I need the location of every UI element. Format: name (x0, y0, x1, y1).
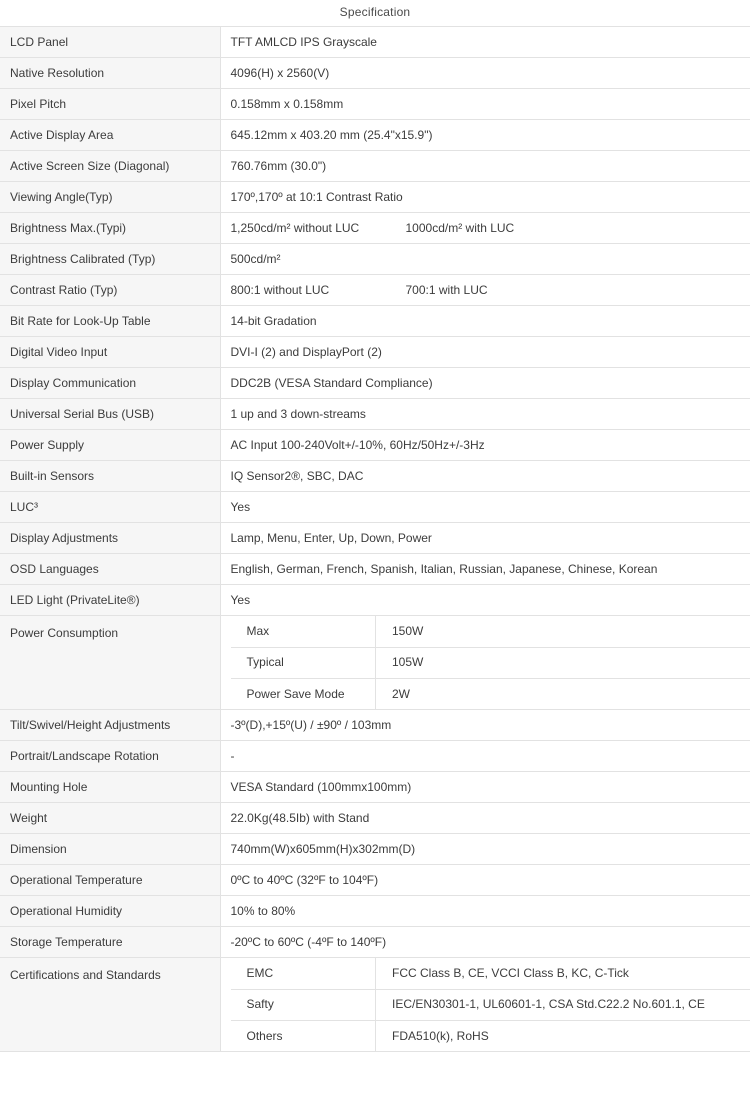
row-label: Pixel Pitch (0, 89, 220, 120)
row-label: Portrait/Landscape Rotation (0, 741, 220, 772)
sub-row (231, 958, 750, 989)
sub-row-value: 150W (376, 616, 750, 647)
sub-row-key: Typical (231, 647, 376, 678)
row-value: 500cd/m² (220, 244, 750, 275)
row-label: Bit Rate for Look-Up Table (0, 306, 220, 337)
sub-row-key: Max (231, 616, 376, 647)
row-value: -3º(D),+15º(U) / ±90º / 103mm (220, 710, 750, 741)
row-value: 740mm(W)x605mm(H)x302mm(D) (220, 834, 750, 865)
sub-row (231, 616, 750, 647)
table-row-power-consumption (0, 616, 750, 710)
row-label: Operational Humidity (0, 896, 220, 927)
table-row (0, 120, 750, 151)
table-row (0, 896, 750, 927)
row-value: Lamp, Menu, Enter, Up, Down, Power (220, 523, 750, 554)
row-label: Viewing Angle(Typ) (0, 182, 220, 213)
row-label: Mounting Hole (0, 772, 220, 803)
table-row (0, 772, 750, 803)
row-label: Power Consumption (0, 616, 220, 710)
table-row (0, 337, 750, 368)
row-value: English, German, French, Spanish, Italian, Russian, Japanese, Chinese, Korean (220, 554, 750, 585)
row-value: 0ºC to 40ºC (32ºF to 104ºF) (220, 865, 750, 896)
row-label: LED Light (PrivateLite®) (0, 585, 220, 616)
table-row (0, 399, 750, 430)
specification-table (0, 26, 750, 1052)
table-row (0, 306, 750, 337)
row-label: Active Screen Size (Diagonal) (0, 151, 220, 182)
row-label: LCD Panel (0, 27, 220, 58)
sub-row-key: EMC (231, 958, 376, 989)
row-value: 0.158mm x 0.158mm (220, 89, 750, 120)
row-label: Contrast Ratio (Typ) (0, 275, 220, 306)
table-row (0, 927, 750, 958)
row-label: LUC³ (0, 492, 220, 523)
table-row (0, 151, 750, 182)
table-row (0, 430, 750, 461)
row-label: Native Resolution (0, 58, 220, 89)
row-label: Display Adjustments (0, 523, 220, 554)
sub-row-key: Others (231, 1020, 376, 1051)
table-row (0, 803, 750, 834)
sub-row-value: FCC Class B, CE, VCCI Class B, KC, C-Tick (376, 958, 750, 989)
sub-row-value: 105W (376, 647, 750, 678)
row-value: IQ Sensor2®, SBC, DAC (220, 461, 750, 492)
row-value-secondary: 1000cd/m² with LUC (405, 220, 515, 235)
row-value: 760.76mm (30.0") (220, 151, 750, 182)
sub-row (231, 678, 750, 709)
row-value: VESA Standard (100mmx100mm) (220, 772, 750, 803)
row-label: Universal Serial Bus (USB) (0, 399, 220, 430)
sub-row-value: IEC/EN30301-1, UL60601-1, CSA Std.C22.2 No.601.1, CE (376, 989, 750, 1020)
row-value: 14-bit Gradation (220, 306, 750, 337)
row-label: Active Display Area (0, 120, 220, 151)
row-label: Built-in Sensors (0, 461, 220, 492)
row-label: Brightness Calibrated (Typ) (0, 244, 220, 275)
sub-row-value: FDA510(k), RoHS (376, 1020, 750, 1051)
row-label: Digital Video Input (0, 337, 220, 368)
table-row (0, 865, 750, 896)
row-value: Yes (220, 492, 750, 523)
row-label: Operational Temperature (0, 865, 220, 896)
table-row-certifications (0, 958, 750, 1052)
row-label: Dimension (0, 834, 220, 865)
row-value: DVI-I (2) and DisplayPort (2) (220, 337, 750, 368)
row-value: 1 up and 3 down-streams (220, 399, 750, 430)
table-row (0, 275, 750, 306)
row-value-secondary: 700:1 with LUC (405, 282, 488, 297)
row-label: OSD Languages (0, 554, 220, 585)
row-value (220, 213, 750, 244)
table-row (0, 523, 750, 554)
row-label: Weight (0, 803, 220, 834)
row-label: Power Supply (0, 430, 220, 461)
sub-row (231, 647, 750, 678)
row-value: - (220, 741, 750, 772)
row-value: 22.0Kg(48.5Ib) with Stand (220, 803, 750, 834)
row-value-primary: 1,250cd/m² without LUC (230, 220, 360, 235)
table-row (0, 27, 750, 58)
sub-row-key: Safty (231, 989, 376, 1020)
sub-row (231, 1020, 750, 1051)
page-title: Specification (339, 5, 411, 19)
table-row (0, 244, 750, 275)
table-row (0, 492, 750, 523)
row-value: Yes (220, 585, 750, 616)
row-label: Display Communication (0, 368, 220, 399)
row-label: Brightness Max.(Typi) (0, 213, 220, 244)
sub-row (231, 989, 750, 1020)
row-value: 170º,170º at 10:1 Contrast Ratio (220, 182, 750, 213)
row-value (220, 275, 750, 306)
sub-row-value: 2W (376, 678, 750, 709)
row-value: 645.12mm x 403.20 mm (25.4"x15.9") (220, 120, 750, 151)
table-row (0, 585, 750, 616)
row-value: TFT AMLCD IPS Grayscale (220, 27, 750, 58)
power-consumption-table (231, 616, 750, 709)
table-row (0, 58, 750, 89)
row-value-primary: 800:1 without LUC (230, 282, 330, 297)
certifications-table (231, 958, 750, 1051)
row-value: 10% to 80% (220, 896, 750, 927)
table-row (0, 554, 750, 585)
table-row (0, 89, 750, 120)
table-row (0, 710, 750, 741)
table-row (0, 368, 750, 399)
row-value-group (220, 616, 750, 710)
sub-row-key: Power Save Mode (231, 678, 376, 709)
row-value: 4096(H) x 2560(V) (220, 58, 750, 89)
table-row (0, 182, 750, 213)
row-label: Tilt/Swivel/Height Adjustments (0, 710, 220, 741)
row-value: -20ºC to 60ºC (-4ºF to 140ºF) (220, 927, 750, 958)
row-value: DDC2B (VESA Standard Compliance) (220, 368, 750, 399)
table-row (0, 461, 750, 492)
table-row (0, 213, 750, 244)
row-label: Certifications and Standards (0, 958, 220, 1052)
table-row (0, 834, 750, 865)
row-value: AC Input 100-240Volt+/-10%, 60Hz/50Hz+/-3Hz (220, 430, 750, 461)
row-value-group (220, 958, 750, 1052)
table-row (0, 741, 750, 772)
row-label: Storage Temperature (0, 927, 220, 958)
